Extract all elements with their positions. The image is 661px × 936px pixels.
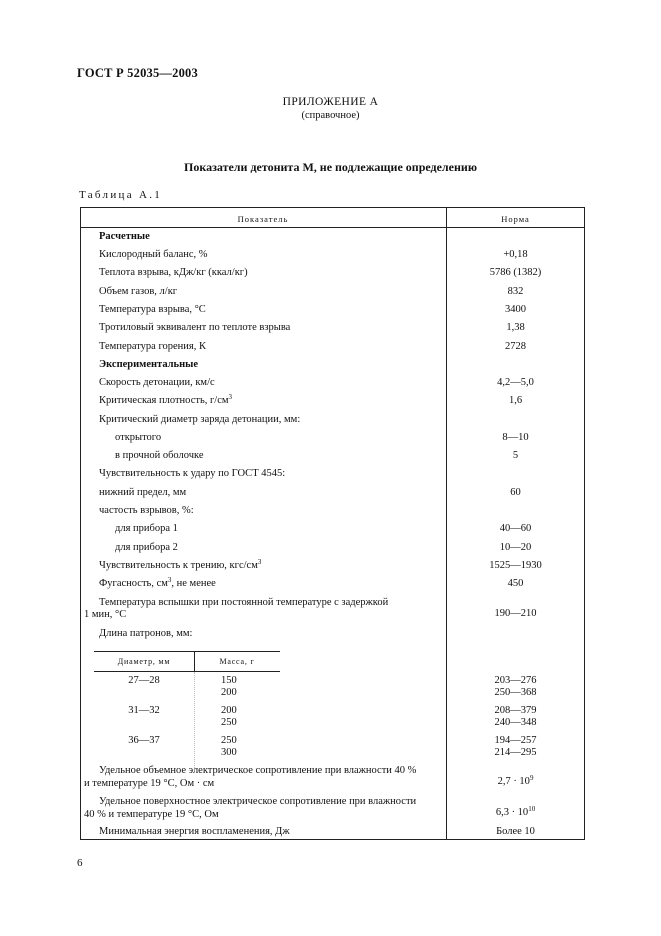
subtable-diameter: 27—28 bbox=[128, 675, 160, 686]
row-value: 5786 (1382) bbox=[489, 267, 542, 278]
subtable-diameter: 36—37 bbox=[128, 735, 160, 746]
superscript: 10 bbox=[528, 805, 536, 813]
row-label: Температура вспышки при постоянной температуре с задержкой bbox=[99, 597, 389, 608]
subtable-col-diameter: Диаметр, мм bbox=[117, 657, 171, 666]
row-label: нижний предел, мм bbox=[99, 487, 187, 498]
row-label: Минимальная энергия воспламенения, Дж bbox=[99, 826, 290, 837]
subtable-mass: 200 bbox=[221, 705, 237, 716]
page-number: 6 bbox=[77, 857, 83, 869]
section-experimental: Экспериментальные bbox=[99, 359, 199, 370]
row-label: Скорость детонации, км/с bbox=[99, 377, 215, 388]
row-label: Температура взрыва, °С bbox=[99, 304, 206, 315]
row-label: Удельное поверхностное электрическое сопротивление при влажности bbox=[99, 796, 417, 807]
row-value: 450 bbox=[507, 578, 524, 589]
row-value-text: 6,3 · 10 bbox=[495, 807, 529, 818]
row-label: Температура горения, К bbox=[99, 341, 206, 352]
row-value: 60 bbox=[510, 487, 521, 498]
row-label: в прочной оболочке bbox=[115, 450, 204, 461]
section-calculated: Расчетные bbox=[99, 231, 150, 242]
appendix-title: ПРИЛОЖЕНИЕ А bbox=[282, 96, 379, 108]
row-value: 1525—1930 bbox=[489, 560, 542, 571]
row-label-text: Чувствительность к трению, кгс/см bbox=[99, 560, 258, 571]
row-value: 5 bbox=[512, 450, 519, 461]
row-label bbox=[99, 578, 216, 589]
subtable-mass: 200 bbox=[221, 687, 237, 698]
row-label: Тротиловый эквивалент по теплоте взрыва bbox=[99, 322, 291, 333]
column-header-norm: Норма bbox=[501, 214, 530, 224]
subtable-mass: 250 bbox=[221, 735, 237, 746]
appendix-note: (справочное) bbox=[301, 110, 360, 121]
row-value: 240—348 bbox=[494, 717, 537, 728]
row-label: для прибора 1 bbox=[115, 523, 178, 534]
subtable-mass: 300 bbox=[221, 747, 237, 758]
superscript: 3 bbox=[228, 393, 233, 401]
column-header-param: Показатель bbox=[237, 214, 289, 224]
row-label-text: Критическая плотность, г/см bbox=[99, 395, 229, 406]
subtable-top-line bbox=[94, 651, 280, 652]
document-header: ГОСТ Р 52035—2003 bbox=[77, 66, 198, 80]
row-label bbox=[99, 560, 261, 571]
row-label: Кислородный баланс, % bbox=[99, 249, 208, 260]
row-value: 208—379 bbox=[494, 705, 537, 716]
row-label: Объем газов, л/кг bbox=[99, 286, 178, 297]
row-value: 40—60 bbox=[499, 523, 532, 534]
row-label: открытого bbox=[115, 432, 162, 443]
row-value: 1,6 bbox=[508, 395, 523, 406]
table-label: Таблица А.1 bbox=[79, 189, 163, 201]
row-label: 40 % и температуре 19 °С, Ом bbox=[84, 809, 219, 820]
row-label: Критический диаметр заряда детонации, мм: bbox=[99, 414, 301, 425]
row-value: +0,18 bbox=[503, 249, 528, 260]
row-value: 190—210 bbox=[494, 608, 537, 619]
row-value: 214—295 bbox=[494, 747, 537, 758]
row-label: Удельное объемное электрическое сопротивление при влажности 40 % bbox=[99, 765, 417, 776]
row-label-text: Фугасность, см bbox=[99, 578, 168, 589]
header-divider bbox=[80, 227, 585, 228]
row-label: частость взрывов, %: bbox=[99, 505, 194, 516]
row-value: 203—276 bbox=[494, 675, 537, 686]
superscript: 3 bbox=[257, 558, 262, 566]
row-value: 1,38 bbox=[506, 322, 525, 333]
row-value: 10—20 bbox=[499, 542, 532, 553]
subtable-diameter: 31—32 bbox=[128, 705, 160, 716]
row-label: Чувствительность к удару по ГОСТ 4545: bbox=[99, 468, 286, 479]
row-label: Длина патронов, мм: bbox=[99, 628, 193, 639]
row-value: 250—368 bbox=[494, 687, 537, 698]
superscript: 3 bbox=[167, 576, 172, 584]
subtable-mass: 150 bbox=[221, 675, 237, 686]
subtable-mass: 250 bbox=[221, 717, 237, 728]
row-value: Более 10 bbox=[496, 826, 535, 837]
subtable-body-divider bbox=[194, 672, 195, 768]
row-label bbox=[99, 395, 232, 406]
row-value: 2728 bbox=[505, 341, 526, 352]
subtable-header-line bbox=[94, 671, 280, 672]
superscript: 9 bbox=[529, 774, 534, 782]
doc-title: Показатели детонита М, не подлежащие определению bbox=[184, 160, 477, 174]
row-label: для прибора 2 bbox=[115, 542, 178, 553]
row-value-text: 2,7 · 10 bbox=[497, 776, 530, 787]
row-value: 4,2—5,0 bbox=[497, 377, 534, 388]
row-value: 194—257 bbox=[494, 735, 537, 746]
row-label: Теплота взрыва, кДж/кг (ккал/кг) bbox=[99, 267, 248, 278]
row-value bbox=[446, 807, 585, 818]
row-value: 3400 bbox=[505, 304, 526, 315]
row-value bbox=[446, 776, 585, 787]
row-value: 8—10 bbox=[502, 432, 529, 443]
row-label: 1 мин, °С bbox=[84, 609, 127, 620]
subtable-col-mass: Масса, г bbox=[219, 657, 255, 666]
row-label: и температуре 19 °С, Ом · см bbox=[84, 778, 215, 789]
row-label-text: , не менее bbox=[171, 578, 216, 589]
row-value: 832 bbox=[507, 286, 524, 297]
